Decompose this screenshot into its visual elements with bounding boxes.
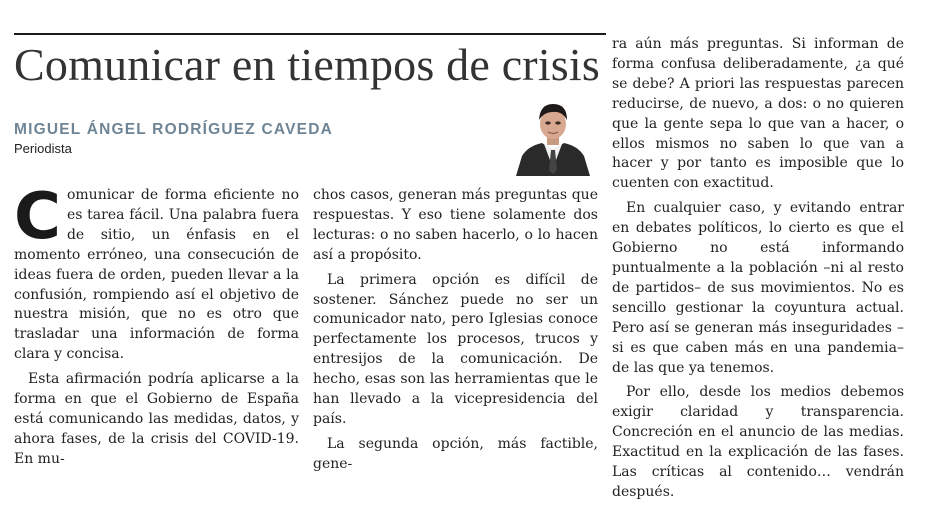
paragraph-1-text: omunicar de forma eficiente no es tarea fácil. Una palabra fuera de sitio, un énfasis en el momento erróneo, una consecución de ideas fuera de orden, pueden llevar a la confusión, rompiendo así el objetivo de nuestra misión, que no es otro que trasladar una información de forma clara y concisa.: [14, 187, 299, 363]
author-photo: [514, 98, 592, 176]
paragraph-4: La segunda opción, más factible, gene-: [313, 435, 598, 472]
paragraph-2-continued: chos casos, generan más preguntas que respuestas. Y eso tiene solamente dos lecturas: o no saben hacerlo, o lo hacen así a propósito.: [313, 187, 598, 263]
column-3: [612, 35, 904, 508]
column-2: [313, 186, 598, 480]
author-name: MIGUEL ÁNGEL RODRÍGUEZ CAVEDA: [14, 121, 333, 138]
paragraph-1: [14, 180, 299, 365]
drop-cap: C: [14, 180, 61, 254]
paragraph-2: Esta afirmación podría aplicarse a la forma en que el Gobierno de España está comunicando las medidas, datos, y ahora fases, de la crisis del COVID-19. En mu-: [14, 371, 299, 467]
column-1: [14, 180, 299, 475]
title-rule: [14, 33, 606, 35]
paragraph-5: En cualquier caso, y evitando entrar en debates políticos, lo cierto es que el Gobierno no está informando puntualmente a la población –ni al resto de partidos– de sus movimientos. No es sencillo gestionar la coyuntura actual. Pero así se generan más inseguridades –si es que caben más en una pandemia– de las que ya tenemos.: [612, 200, 904, 376]
paragraph-4-continued: ra aún más preguntas. Si informan de forma confusa deliberadamente, ¿a qué se debe? A priori las respuestas parecen reducirse, de nuevo, a dos: o no quieren que la gente sepa lo que van a hacer, o ellos mismos no saben lo que van a hacer y por tanto es imposible que lo cuenten con exactitud.: [612, 36, 904, 192]
article-title: Comunicar en tiempos de crisis: [14, 39, 600, 90]
author-role: Periodista: [14, 141, 72, 156]
paragraph-6: Por ello, desde los medios debemos exigir claridad y transparencia. Concreción en el anuncio de las medias. Exactitud en la explicación de las fases. Las críticas al contenido… vendrán después.: [612, 384, 904, 500]
paragraph-3: La primera opción es difícil de sostener. Sánchez puede no ser un comunicador nato, pero Iglesias conoce perfectamente los procesos, trucos y entresijos de la comunicación. De hecho, esas son las herramientas que le han llevado a la vicepresidencia del país.: [313, 271, 598, 427]
